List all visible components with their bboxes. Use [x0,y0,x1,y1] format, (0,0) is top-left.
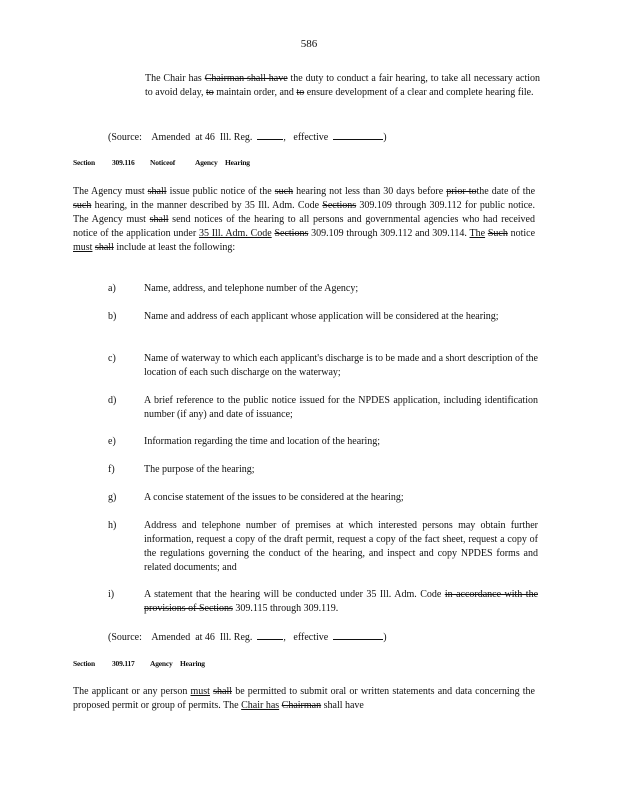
text-run: A statement that the hearing will be conducted under 35 Ill. Adm. Code [144,589,445,600]
struck-text: Chairman [281,700,322,711]
section-title-word: Agency [195,158,218,167]
text-run: 309.109 through 309.112 and 309.114. [308,228,470,239]
struck-text: shall [94,242,114,253]
text-run: include at least the following: [113,242,236,253]
hearing-paragraph [73,685,535,713]
item-text: Address and telephone number of premises at which interested persons may obtain further information, request a copy of the draft permit, request a copy of the fact sheet, request a copy of the regulations governing the conduct of the hearing, and inspect and copy NPDES forms and related documents; and [144,520,538,573]
blank-reg-number [257,129,283,140]
struck-text: to [206,87,214,98]
text-run: The applicant or any person [73,686,191,697]
text-run: notice [507,228,536,239]
struck-text: shall [147,186,167,197]
struck-text: Such [487,228,508,239]
item-label: c) [108,353,116,364]
section-title-word: Noticeof [150,158,176,167]
struck-text: prior to [446,186,477,197]
section-number: 309.117 [112,659,135,668]
struck-text: to [296,87,305,98]
section-title-word: Hearing [180,659,205,668]
item-text: A concise statement of the issues to be considered at the hearing; [144,492,404,503]
item-text: A brief reference to the public notice issued for the NPDES application, including identification number (if any) and date of issuance; [144,395,538,420]
text-run: shall have [321,700,364,711]
item-text: Name of waterway to which each applicant's discharge is to be made and a short description of the location of each such discharge on the waterway; [144,353,538,378]
text-run: hearing, in the manner described by 35 Ill. Adm. Code [91,200,323,211]
text-run: issue public notice of the [166,186,275,197]
item-text: Name and address of each applicant whose application will be considered at the hearing; [144,311,499,322]
blank-effective-date [333,629,383,640]
item-text [144,588,538,616]
text-run: The Chair has [145,73,205,84]
section-label: Section [73,659,95,668]
section-title-word: Hearing [225,158,250,167]
item-label: i) [108,589,115,600]
struck-text: such [73,200,92,211]
text-run: hearing not less than 30 days before [293,186,447,197]
source-middle: , effective [283,632,334,643]
underlined-text: must [73,242,93,253]
text-run: the duty to conduct a fair hearing, to take all necessary action to avoid delay, [145,73,541,98]
section-heading-309-116 [73,158,250,168]
source-middle: , effective [283,132,334,143]
notice-paragraph [73,185,535,255]
item-label: d) [108,395,117,406]
struck-text: such [274,186,294,197]
text-run: 309.115 through 309.119. [232,603,339,614]
text-run: maintain order, and [213,87,297,98]
source-suffix: ) [383,132,387,143]
section-number: 309.116 [112,158,135,167]
underlined-text: must [190,686,210,697]
source-note-1 [108,129,387,145]
source-note-2 [108,629,387,645]
item-label: f) [108,464,115,475]
section-label: Section [73,158,95,167]
section-title-word: Agency [150,659,173,668]
item-label: a) [108,283,116,294]
item-label: b) [108,311,117,322]
text-run: send notices of the hearing to all persons and governmental agencies who had received notice of the application under [73,214,535,239]
text-run: 309.109 through 309.112 for public notice. The Agency must [73,200,535,225]
page-number: 586 [300,38,318,50]
item-text: Information regarding the time and location of the hearing; [144,436,381,447]
text-run: The Agency must [73,186,148,197]
struck-text: Sections [274,228,309,239]
text-run: the date of the [476,186,536,197]
struck-text: shall [213,686,233,697]
source-prefix: (Source: Amended at 46 Ill. Reg. [108,132,258,143]
text-run: ensure development of a clear and complete hearing file. [304,87,534,98]
blank-effective-date [333,129,383,140]
item-label: e) [108,436,116,447]
item-text: The purpose of the hearing; [144,464,255,475]
section-heading-309-117 [73,659,205,669]
blank-reg-number [257,629,283,640]
item-label: g) [108,492,117,503]
source-prefix: (Source: Amended at 46 Ill. Reg. [108,632,258,643]
source-suffix: ) [383,632,387,643]
text-run: be permitted to submit oral or written statements and data concerning the proposed permit or group of permits. The [73,686,535,711]
struck-text: shall [149,214,169,225]
struck-text: Chairman shall have [204,73,288,84]
underlined-text: The [469,228,486,239]
underlined-text: 35 Ill. Adm. Code [198,228,272,239]
struck-text: in accordance with the provisions of Sections [144,589,539,614]
item-text: Name, address, and telephone number of the Agency; [144,283,359,294]
struck-text: Sections [322,200,357,211]
underlined-text: Chair has [241,700,280,711]
chair-duty-paragraph [145,72,540,100]
item-label: h) [108,520,117,531]
